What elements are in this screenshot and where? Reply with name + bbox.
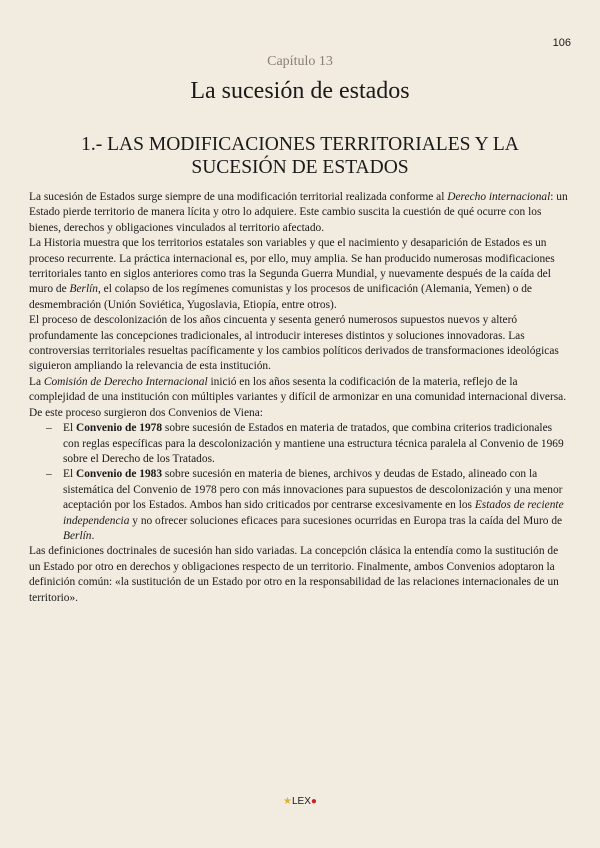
emphasis: Berlín [63,529,92,542]
bold-term: Convenio de 1983 [75,468,163,481]
page-number: 106 [552,37,571,49]
footer-logo [0,796,600,807]
paragraph: De este proceso surgieron dos Convenios de Viena: [29,406,263,419]
list-item: – El Convenio de 1978 sobre sucesión de Estados en materia de tratados, que combina criterios tradicionales con reglas específicas para la descolonización y mantiene una estructura técnica paralela al Convenio de 1969 sobre el Derecho de los Tratados. [46,422,564,465]
section-heading: 1.- LAS MODIFICACIONES TERRITORIALES Y LA SUCESIÓN DE ESTADOS [81,134,519,178]
bold-term: Convenio de 1978 [75,422,163,435]
emphasis: Estados de reciente independencia [63,499,564,527]
convention-list [29,421,570,544]
body-text [29,190,570,606]
drop-icon: ● [310,796,317,807]
emphasis: Derecho internacional [447,191,551,203]
star-icon: ★ [283,796,292,807]
list-item: – El Convenio de 1983 sobre sucesión en materia de bienes, archivos y deudas de Estado, alineado con la sistemática del Convenio de 1978 pero con más innovaciones para supuestos de descolonización y una menor aceptación por los Estados. Ambos han sido criticados por centrarse excesivamente en los Estados de reciente independencia y no ofrecer soluciones eficaces para sucesiones ocurridas en Europa tras la caída del Muro de Berlín. [46,468,564,542]
dash-bullet: – [46,468,52,481]
chapter-title: La sucesión de estados [190,78,410,104]
brand-name: LEX [292,796,311,807]
paragraph: La sucesión de Estados surge siempre de una modificación territorial realizada conforme al Derecho internacional: un Estado pierde territorio de manera lícita y otro lo adquiere. Este cambio suscita la cuestión de qué ocurre con los bienes, derechos y obligaciones vinculados al territorio afectado. [29,191,568,234]
dash-bullet: – [46,422,52,435]
paragraph: El proceso de descolonización de los años cincuenta y sesenta generó numerosos supuestos nuevos y alteró profundamente las concepciones tradicionales, al introducir intereses distintos y soluciones innovadoras. Las controversias territoriales resueltas pacíficamente y los cambios políticos derivados de transformaciones ideológicas siguieron ampliando la relevancia de esta institución. [29,314,559,373]
chapter-label: Capítulo 13 [267,54,333,69]
paragraph: Las definiciones doctrinales de sucesión han sido variadas. La concepción clásica la entendía como la sustitución de un Estado por otro en derechos y obligaciones respecto de un territorio. Finalmente, ambos Convenios adoptaron la definición común: «la sustitución de un Estado por otro en la responsabilidad de las relaciones internacionales de un territorio». [29,545,559,604]
emphasis: Berlín [69,283,98,296]
paragraph: La Comisión de Derecho Internacional inició en los años sesenta la codificación de la materia, reflejo de la complejidad de una institución con múltiples variantes y difícil de armonizar en una comunidad internacional diversa. [29,375,567,404]
emphasis: Comisión de Derecho Internacional [43,375,208,388]
paragraph: La Historia muestra que los territorios estatales son variables y que el nacimiento y desaparición de Estados es un proceso recurrente. La práctica internacional es, por ello, muy amplia. Se han producido numerosas modificaciones territoriales tanto en siglos anteriores como tras la Segunda Guerra Mundial, y nuevamente después de la caída del muro de Berlín, el colapso de los regímenes comunistas y los procesos de unificación (Alemania, Yemen) o de desmembración (Unión Soviética, Yugoslavia, Etiopía, entre otros). [29,237,555,311]
